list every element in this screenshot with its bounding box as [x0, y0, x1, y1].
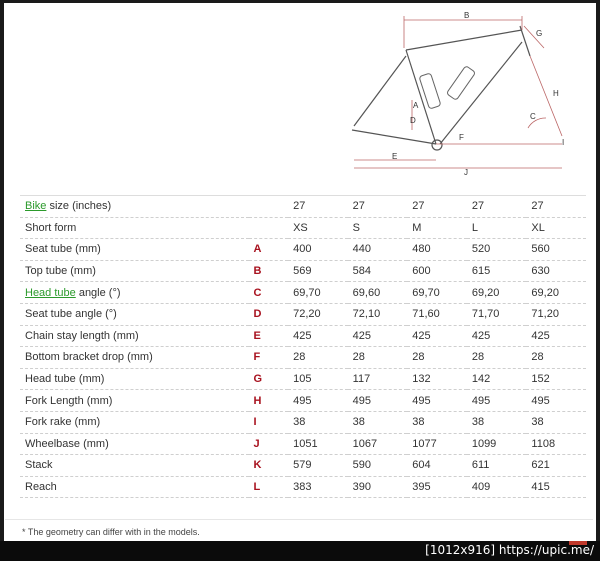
table-cell: 1077 [407, 433, 467, 455]
window-edge-top [0, 0, 600, 3]
row-label [20, 196, 249, 218]
row-letter-code: K [249, 455, 289, 477]
frame-chain-stay [352, 130, 436, 144]
table-cell: 621 [526, 455, 586, 477]
table-cell: 28 [526, 347, 586, 369]
table-cell: 69,70 [288, 282, 348, 304]
table-cell: 38 [348, 411, 408, 433]
table-cell: 590 [348, 455, 408, 477]
table-cell: 38 [407, 411, 467, 433]
diagram-label-c: C [530, 112, 536, 121]
table-cell: 600 [407, 260, 467, 282]
table-cell: 71,70 [467, 303, 527, 325]
row-letter-code: B [249, 260, 289, 282]
table-cell: 71,20 [526, 303, 586, 325]
table-cell: M [407, 217, 467, 239]
table-cell: 27 [288, 196, 348, 218]
frame-seat-stay [354, 56, 406, 126]
table-cell: 38 [288, 411, 348, 433]
row-label [20, 433, 249, 455]
diagram-label-j: J [464, 168, 468, 177]
row-label [20, 390, 249, 412]
table-cell: 425 [526, 325, 586, 347]
table-row [20, 411, 586, 433]
row-letter-code: E [249, 325, 289, 347]
diagram-label-h: H [553, 89, 559, 98]
table-row [20, 282, 586, 304]
table-cell: XS [288, 217, 348, 239]
table-cell: 1108 [526, 433, 586, 455]
table-cell: 440 [348, 239, 408, 261]
window-edge-right [596, 0, 600, 561]
row-label [20, 476, 249, 498]
table-cell: 560 [526, 239, 586, 261]
table-cell: 38 [526, 411, 586, 433]
table-cell: 409 [467, 476, 527, 498]
row-label-text: Wheelbase (mm) [25, 437, 109, 450]
table-cell: 132 [407, 368, 467, 390]
bottle-2 [446, 66, 475, 101]
table-cell: 495 [407, 390, 467, 412]
table-cell: 117 [348, 368, 408, 390]
row-letter-code [249, 196, 289, 218]
row-label [20, 282, 249, 304]
table-cell: 495 [348, 390, 408, 412]
diagram-label-i: I [562, 138, 565, 147]
geometry-footnote: * The geometry can differ with in the models. [22, 527, 200, 537]
table-cell: 38 [467, 411, 527, 433]
frame-top-tube [406, 30, 522, 50]
row-letter-code: D [249, 303, 289, 325]
table-cell: XL [526, 217, 586, 239]
row-letter-code [249, 217, 289, 239]
row-label-text: Seat tube angle (°) [25, 308, 117, 321]
row-label [20, 368, 249, 390]
table-row [20, 196, 586, 218]
table-row [20, 368, 586, 390]
table-cell: 611 [467, 455, 527, 477]
table-row [20, 239, 586, 261]
table-cell: 425 [288, 325, 348, 347]
row-label-text: angle (°) [75, 286, 121, 299]
row-label [20, 239, 249, 261]
glossary-link[interactable]: Head tube [25, 286, 76, 299]
table-row [20, 455, 586, 477]
row-letter-code: A [249, 239, 289, 261]
row-label-text: Top tube (mm) [25, 265, 96, 278]
row-letter-code: L [249, 476, 289, 498]
row-label-text: Stack [25, 459, 53, 472]
geometry-table [20, 195, 586, 498]
table-cell: 395 [407, 476, 467, 498]
table-cell: 69,60 [348, 282, 408, 304]
bottom-bracket [432, 140, 442, 150]
row-label-text: Bottom bracket drop (mm) [25, 351, 153, 364]
row-label [20, 455, 249, 477]
table-cell: 415 [526, 476, 586, 498]
row-label-text: size (inches) [46, 200, 112, 213]
window-edge-left [0, 0, 4, 561]
diagram-label-e: E [392, 152, 398, 161]
table-cell: 28 [288, 347, 348, 369]
table-cell: 400 [288, 239, 348, 261]
table-cell: 579 [288, 455, 348, 477]
table-cell: 495 [526, 390, 586, 412]
diagram-label-a: A [413, 101, 419, 110]
table-cell: 604 [407, 455, 467, 477]
row-label [20, 217, 249, 239]
glossary-link[interactable]: Bike [25, 200, 47, 213]
table-cell: 28 [348, 347, 408, 369]
row-label-text: Head tube (mm) [25, 373, 105, 386]
diagram-label-d: D [410, 116, 416, 125]
row-label-text: Fork Length (mm) [25, 394, 113, 407]
table-row [20, 433, 586, 455]
table-cell: 72,20 [288, 303, 348, 325]
footer-divider [5, 519, 593, 520]
row-letter-code: G [249, 368, 289, 390]
row-letter-code: H [249, 390, 289, 412]
table-row [20, 347, 586, 369]
row-label [20, 411, 249, 433]
row-label [20, 347, 249, 369]
row-letter-code: J [249, 433, 289, 455]
frame-down-tube [440, 42, 522, 144]
row-label-text: Seat tube (mm) [25, 243, 101, 256]
table-cell: 71,60 [407, 303, 467, 325]
table-cell: 72,10 [348, 303, 408, 325]
frame-seat-tube [406, 50, 436, 144]
row-label-text: Chain stay length (mm) [25, 329, 139, 342]
row-label-text: Short form [25, 221, 77, 234]
table-cell: 495 [288, 390, 348, 412]
table-cell: 615 [467, 260, 527, 282]
table-cell: 69,20 [467, 282, 527, 304]
table-row [20, 260, 586, 282]
table-cell: 425 [467, 325, 527, 347]
table-cell: 152 [526, 368, 586, 390]
diagram-label-g: G [536, 29, 543, 38]
table-cell: 520 [467, 239, 527, 261]
table-row [20, 325, 586, 347]
table-cell: 27 [467, 196, 527, 218]
row-letter-code: F [249, 347, 289, 369]
table-cell: 480 [407, 239, 467, 261]
table-cell: 425 [348, 325, 408, 347]
table-cell: 383 [288, 476, 348, 498]
table-cell: 28 [467, 347, 527, 369]
table-cell: 27 [526, 196, 586, 218]
table-cell: 69,70 [407, 282, 467, 304]
table-cell: 27 [348, 196, 408, 218]
table-row [20, 476, 586, 498]
table-row [20, 390, 586, 412]
row-label-text: Reach [25, 481, 57, 494]
table-row [20, 303, 586, 325]
table-cell: 27 [407, 196, 467, 218]
table-cell: 569 [288, 260, 348, 282]
row-letter-code: I [249, 411, 289, 433]
table-row [20, 217, 586, 239]
diagram-label-b: B [464, 11, 470, 20]
row-label [20, 303, 249, 325]
row-label [20, 260, 249, 282]
table-cell: 1067 [348, 433, 408, 455]
table-cell: 584 [348, 260, 408, 282]
table-cell: 630 [526, 260, 586, 282]
bottle-1 [419, 73, 441, 109]
row-label [20, 325, 249, 347]
table-cell: 1051 [288, 433, 348, 455]
table-cell: 495 [467, 390, 527, 412]
row-letter-code: C [249, 282, 289, 304]
watermark-text: [1012x916] https://upic.me/ [425, 543, 594, 557]
table-cell: 105 [288, 368, 348, 390]
row-label-text: Fork rake (mm) [25, 416, 101, 429]
table-cell: 69,20 [526, 282, 586, 304]
table-cell: 142 [467, 368, 527, 390]
table-cell: S [348, 217, 408, 239]
diagram-label-f: F [459, 133, 464, 142]
geometry-diagram [340, 8, 585, 188]
table-cell: L [467, 217, 527, 239]
table-cell: 1099 [467, 433, 527, 455]
table-cell: 28 [407, 347, 467, 369]
table-cell: 425 [407, 325, 467, 347]
table-cell: 390 [348, 476, 408, 498]
